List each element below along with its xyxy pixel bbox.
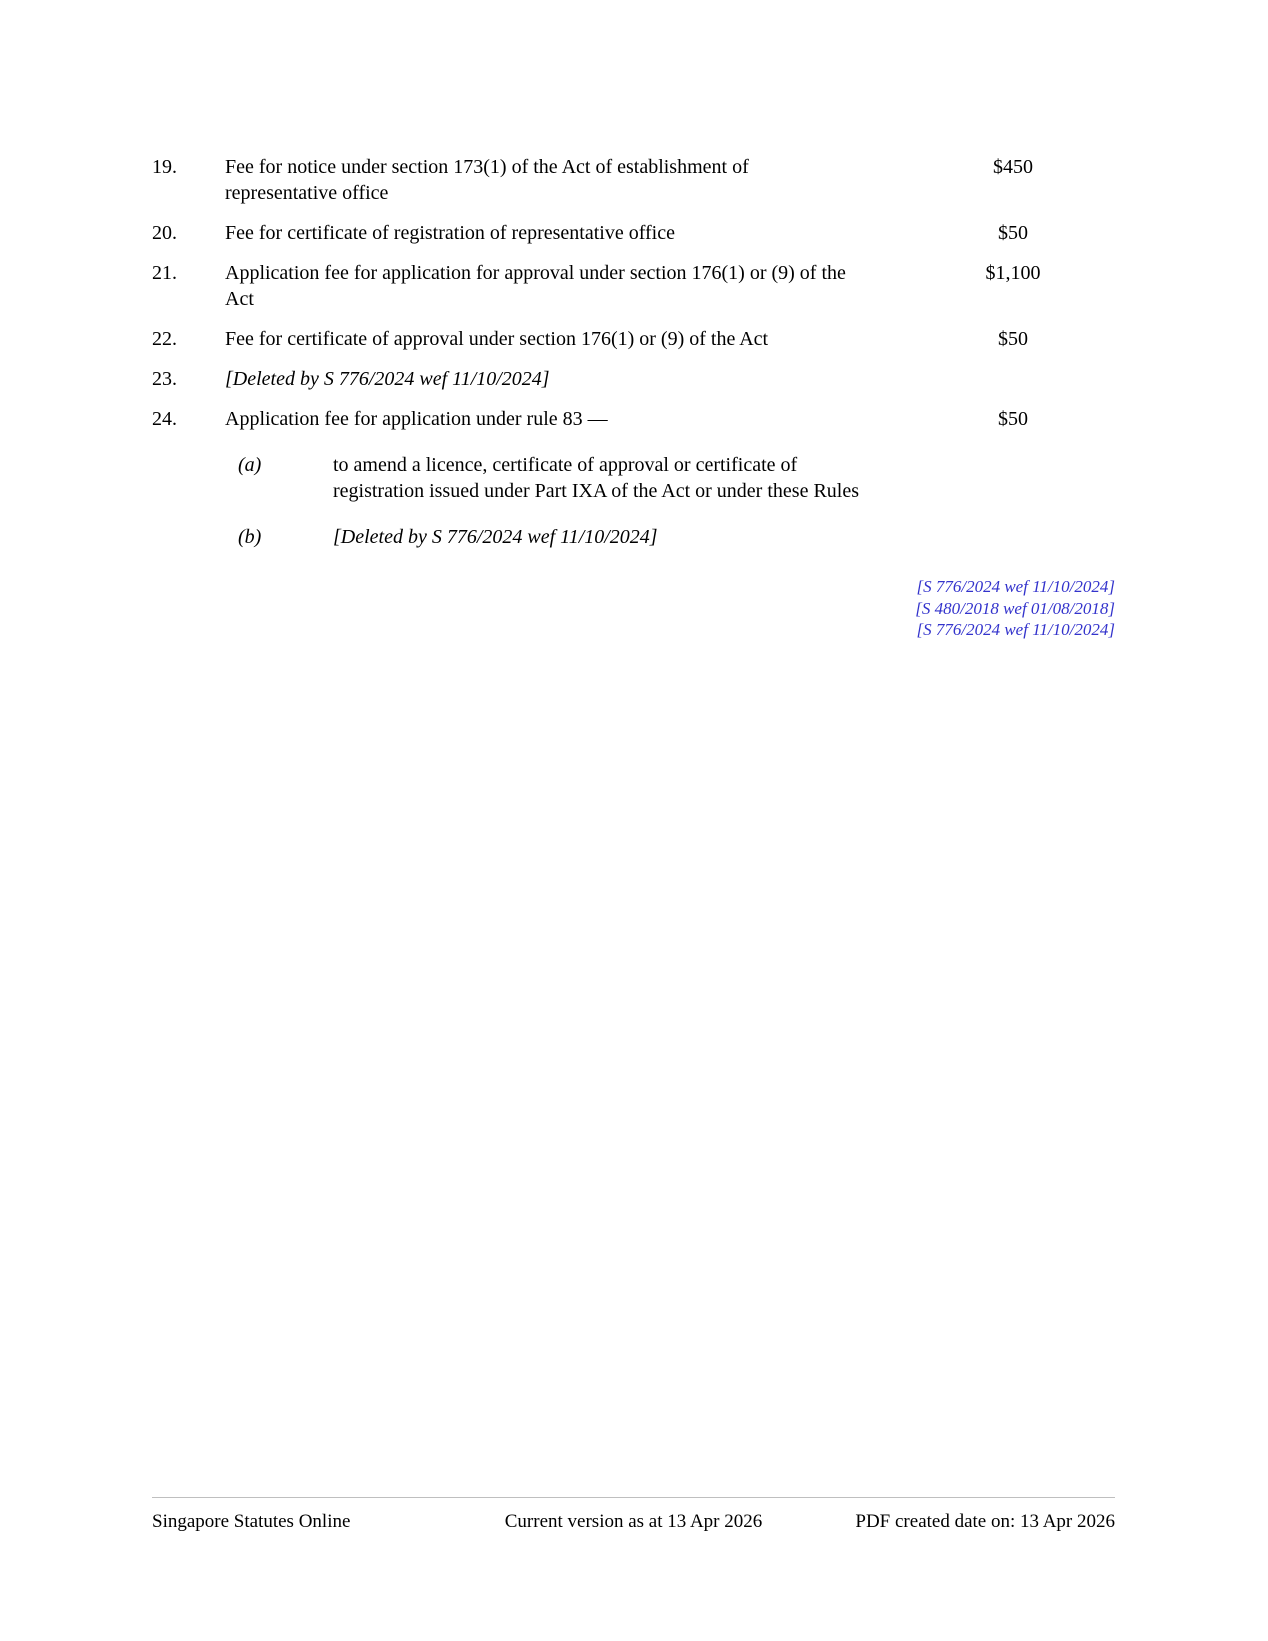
fee-item-amount: $50 xyxy=(998,328,1028,350)
fee-item-19 xyxy=(152,154,1115,206)
fee-item-description: Fee for notice under section 173(1) of the Act of establishment of representative office xyxy=(225,156,749,204)
amendment-note: [S 776/2024 wef 11/10/2024] xyxy=(916,620,1115,639)
fee-item-23-deleted xyxy=(152,366,1115,392)
fee-item-amount: $50 xyxy=(998,408,1028,430)
fee-subitem-b-deleted xyxy=(238,524,1115,550)
fee-item-description: Fee for certificate of approval under section 176(1) or (9) of the Act xyxy=(225,328,769,350)
fee-item-number: 24. xyxy=(152,408,177,430)
footer-created-date: PDF created date on: 13 Apr 2026 xyxy=(855,1511,1116,1532)
fee-item-24 xyxy=(152,406,1115,432)
footer-version-date: Current version as at 13 Apr 2026 xyxy=(504,1511,763,1532)
fee-item-20 xyxy=(152,220,1115,246)
fee-item-number: 22. xyxy=(152,328,177,350)
amendment-note: [S 480/2018 wef 01/08/2018] xyxy=(915,598,1115,618)
subitem-marker: (b) xyxy=(238,526,262,548)
fee-item-number: 23. xyxy=(152,368,177,390)
subitem-deleted-text: [Deleted by S 776/2024 wef 11/10/2024] xyxy=(333,526,658,548)
fee-item-description: Application fee for application for approval under section 176(1) or (9) of the Act xyxy=(225,262,846,310)
fee-item-deleted-text: [Deleted by S 776/2024 wef 11/10/2024] xyxy=(225,368,550,390)
page-footer xyxy=(152,1497,1115,1533)
fee-schedule xyxy=(0,0,1268,641)
fee-item-number: 19. xyxy=(152,156,177,178)
fee-item-description: Application fee for application under rule 83 — xyxy=(225,408,608,430)
fee-item-amount: $50 xyxy=(998,222,1028,244)
fee-item-number: 20. xyxy=(152,222,177,244)
amendment-notes xyxy=(152,576,1115,641)
fee-item-number: 21. xyxy=(152,262,177,284)
fee-subitem-a xyxy=(238,452,1115,504)
fee-item-description: Fee for certificate of registration of representative office xyxy=(225,222,675,244)
amendment-note: [S 776/2024 wef 11/10/2024] xyxy=(916,577,1115,596)
subitem-text: to amend a licence, certificate of approval or certificate of registration issued under Part IXA of the Act or under these Rules xyxy=(333,454,859,502)
fee-item-amount: $1,100 xyxy=(985,262,1041,284)
fee-item-amount: $450 xyxy=(993,156,1033,178)
fee-item-21 xyxy=(152,260,1115,312)
footer-source: Singapore Statutes Online xyxy=(152,1511,351,1532)
subitem-marker: (a) xyxy=(238,454,262,476)
fee-item-22 xyxy=(152,326,1115,352)
